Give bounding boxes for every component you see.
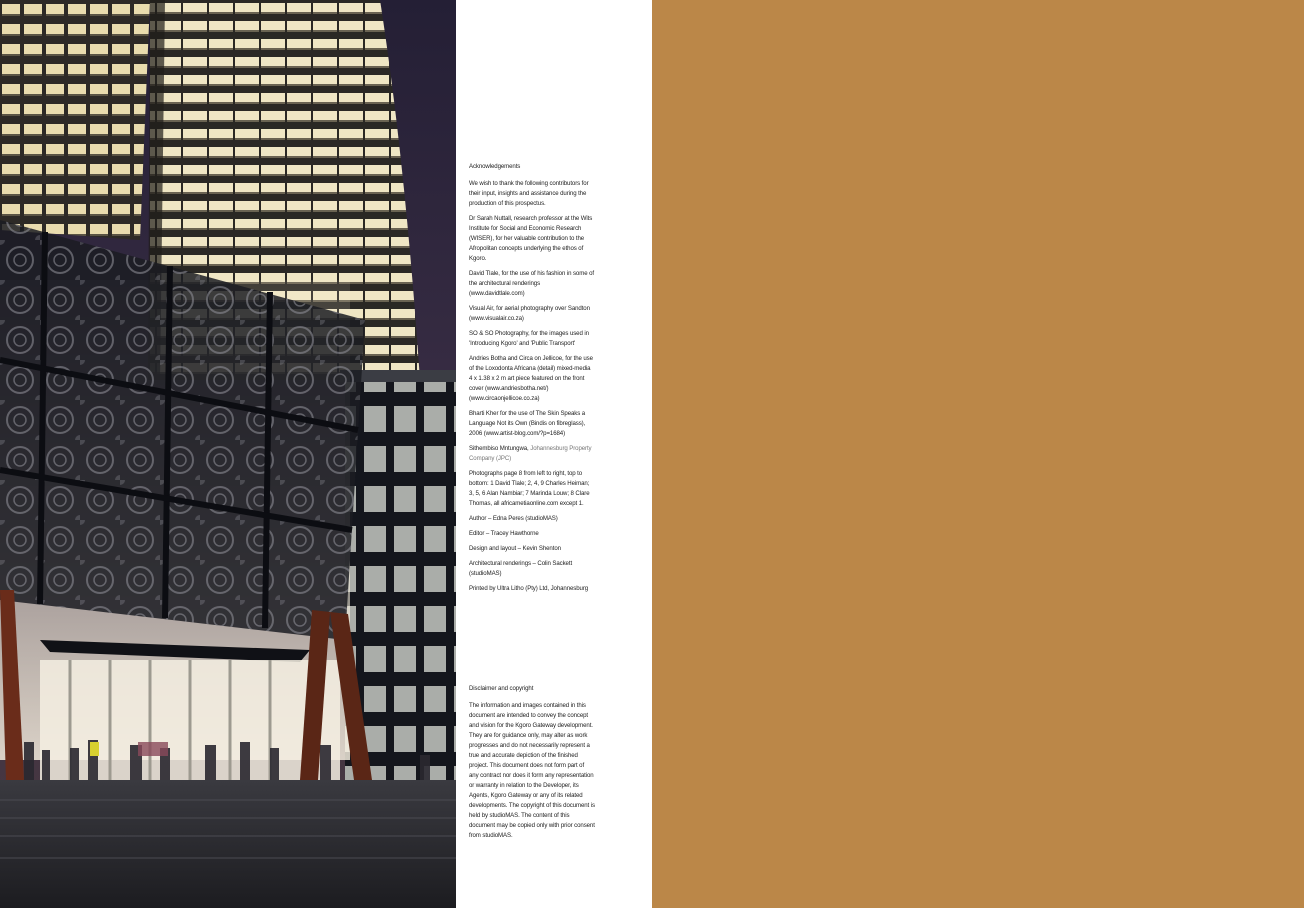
credit-line: Printed by Ultra Litho (Pty) Ltd, Johannesburg	[469, 585, 589, 592]
ack-paragraph: Dr Sarah Nuttall, research professor at the Wits Institute for Social and Economic Research (WISER), for her valuable contribution to the Afropolitan concepts underlying the ethos of Kgoro.	[469, 215, 593, 262]
text-column	[456, 0, 652, 908]
ack-paragraph: Bharti Kher for the use of The Skin Speaks a Language Not its Own (Bindis on fibreglass), 2006 (www.artist-blog.com/?p=1684)	[469, 410, 586, 437]
credit-line: Architectural renderings – Colin Sackett (studioMAS)	[469, 560, 573, 577]
acknowledgements-heading: Acknowledgements	[469, 163, 521, 170]
jpc-contact-name: Sithembiso Mntungwa,	[469, 445, 529, 452]
credit-line: Design and layout – Kevin Shenton	[469, 545, 561, 552]
ack-paragraph: Andries Botha and Circa on Jellicoe, for the use of the Loxodonta Africana (detail) mixed-media 4 x 1.38 x 2 m art piece featured on the front cover (www.andriesbotha.net/) (www.circaonjellicoe.co.za)	[469, 355, 593, 402]
ack-paragraph: Visual Air, for aerial photography over Sandton (www.visualair.co.za)	[469, 305, 590, 322]
disclaimer-body: The information and images contained in this document are intended to convey the concept and vision for the Kgoro Gateway development. They are for guidance only, may alter as work progresses and do not necessarily represent a true and accurate depiction of the finished project. This document does not form part of any contract nor does it form any representation or warranty in relation to the Developer, its Agents, Kgoro Gateway or any of its related developments. The copyright of this document is held by studioMAS. The content of this document may be copied only with prior consent from studioMAS.	[469, 702, 595, 839]
credit-line: Author – Edna Peres (studioMAS)	[469, 515, 558, 522]
night-building-illustration	[0, 0, 456, 908]
credit-line: Editor – Tracey Hawthorne	[469, 530, 539, 537]
ochre-color-panel	[652, 0, 1304, 908]
architectural-photo	[0, 0, 456, 908]
ack-paragraph: David Tlale, for the use of his fashion in some of the architectural renderings (www.davidtlale.com)	[469, 270, 594, 297]
disclaimer-heading: Disclaimer and copyright	[469, 685, 534, 692]
disclaimer-section	[469, 684, 595, 846]
ack-paragraph: SO & SO Photography, for the images used in 'Introducing Kgoro' and 'Public Transport'	[469, 330, 589, 347]
jpc-organisation: Johannesburg Property Company (JPC)	[469, 445, 592, 462]
ack-paragraph-jpc	[469, 444, 595, 464]
acknowledgements-section	[469, 162, 595, 599]
ack-paragraph: Photographs page 8 from left to right, top to bottom: 1 David Tlale; 2, 4, 9 Charles Heiman; 3, 5, 6 Alan Nambiar; 7 Marinda Louw; 8 Clare Thomas, all africametiaonline.com except 1.	[469, 470, 590, 507]
ack-paragraph: We wish to thank the following contributors for their input, insights and assistance during the production of this prospectus.	[469, 180, 589, 207]
